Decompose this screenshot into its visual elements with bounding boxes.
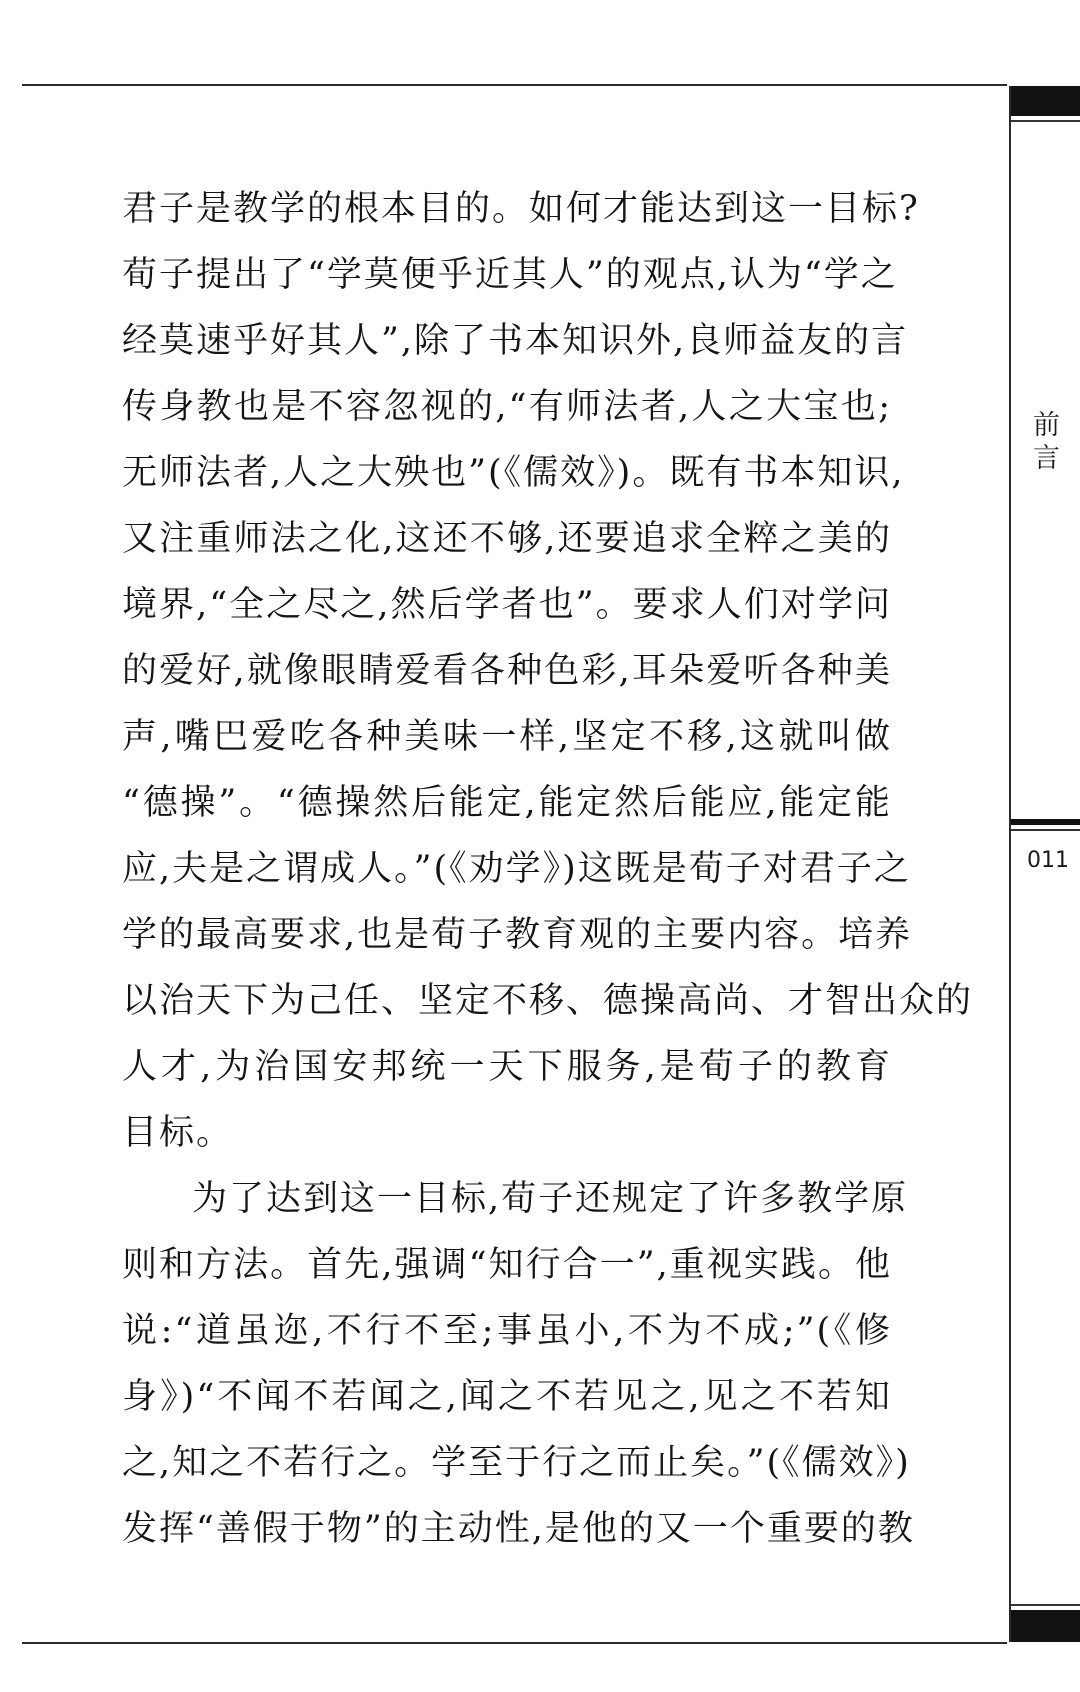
text-line: 为了达到这一目标,荀子还规定了许多教学原 bbox=[192, 1179, 909, 1219]
section-label: 前言 bbox=[1028, 410, 1059, 476]
text-line: 以治天下为己任、坚定不移、德操高尚、才智出众的 bbox=[122, 981, 974, 1021]
text-line: 说:“道虽迩,不行不至;事虽小,不为不成;”(《修 bbox=[122, 1311, 892, 1351]
text-line: 君子是教学的根本目的。如何才能达到这一目标? bbox=[122, 189, 920, 229]
text-line: 则和方法。首先,强调“知行合一”,重视实践。他 bbox=[122, 1245, 892, 1285]
text-line: 学的最高要求,也是荀子教育观的主要内容。培养 bbox=[122, 915, 913, 955]
text-line: 声,嘴巴爱吃各种美味一样,坚定不移,这就叫做 bbox=[122, 717, 892, 757]
thumb-tab-middle bbox=[1011, 819, 1080, 825]
page-number: 011 bbox=[1027, 848, 1069, 873]
margin-divider bbox=[1009, 86, 1011, 1642]
text-line: 传身教也是不容忽视的,“有师法者,人之大宝也; bbox=[122, 387, 892, 427]
thumb-tab-middle-line bbox=[1011, 829, 1080, 831]
text-line: 无师法者,人之大殃也”(《儒效》)。既有书本知识, bbox=[122, 453, 905, 493]
bottom-rule bbox=[22, 1642, 1007, 1644]
text-line: 之,知之不若行之。学至于行之而止矣。”(《儒效》) bbox=[122, 1443, 911, 1483]
text-line: 荀子提出了“学莫便乎近其人”的观点,认为“学之 bbox=[122, 255, 898, 295]
thumb-tab-bottom-line bbox=[1011, 1604, 1080, 1606]
thumb-tab-top-line bbox=[1011, 120, 1080, 122]
text-line: 经莫速乎好其人”,除了书本知识外,良师益友的言 bbox=[122, 321, 909, 361]
text-line: 境界,“全之尽之,然后学者也”。要求人们对学问 bbox=[122, 585, 892, 625]
body-text bbox=[122, 176, 974, 1562]
thumb-tab-top bbox=[1011, 86, 1080, 116]
top-rule bbox=[22, 84, 1007, 86]
thumb-tab-bottom bbox=[1011, 1610, 1080, 1642]
text-line: 目标。 bbox=[122, 1113, 234, 1153]
text-line: 的爱好,就像眼睛爱看各种色彩,耳朵爱听各种美 bbox=[122, 651, 892, 691]
text-line: 发挥“善假于物”的主动性,是他的又一个重要的教 bbox=[122, 1509, 915, 1549]
text-line: 身》)“不闻不若闻之,闻之不若见之,见之不若知 bbox=[122, 1377, 892, 1417]
text-line: 人才,为治国安邦统一天下服务,是荀子的教育 bbox=[122, 1047, 892, 1087]
text-line: 应,夫是之谓成人。”(《劝学》)这既是荀子对君子之 bbox=[122, 849, 911, 889]
text-line: 又注重师法之化,这还不够,还要追求全粹之美的 bbox=[122, 519, 892, 559]
text-line: “德操”。“德操然后能定,能定然后能应,能定能 bbox=[122, 783, 892, 823]
